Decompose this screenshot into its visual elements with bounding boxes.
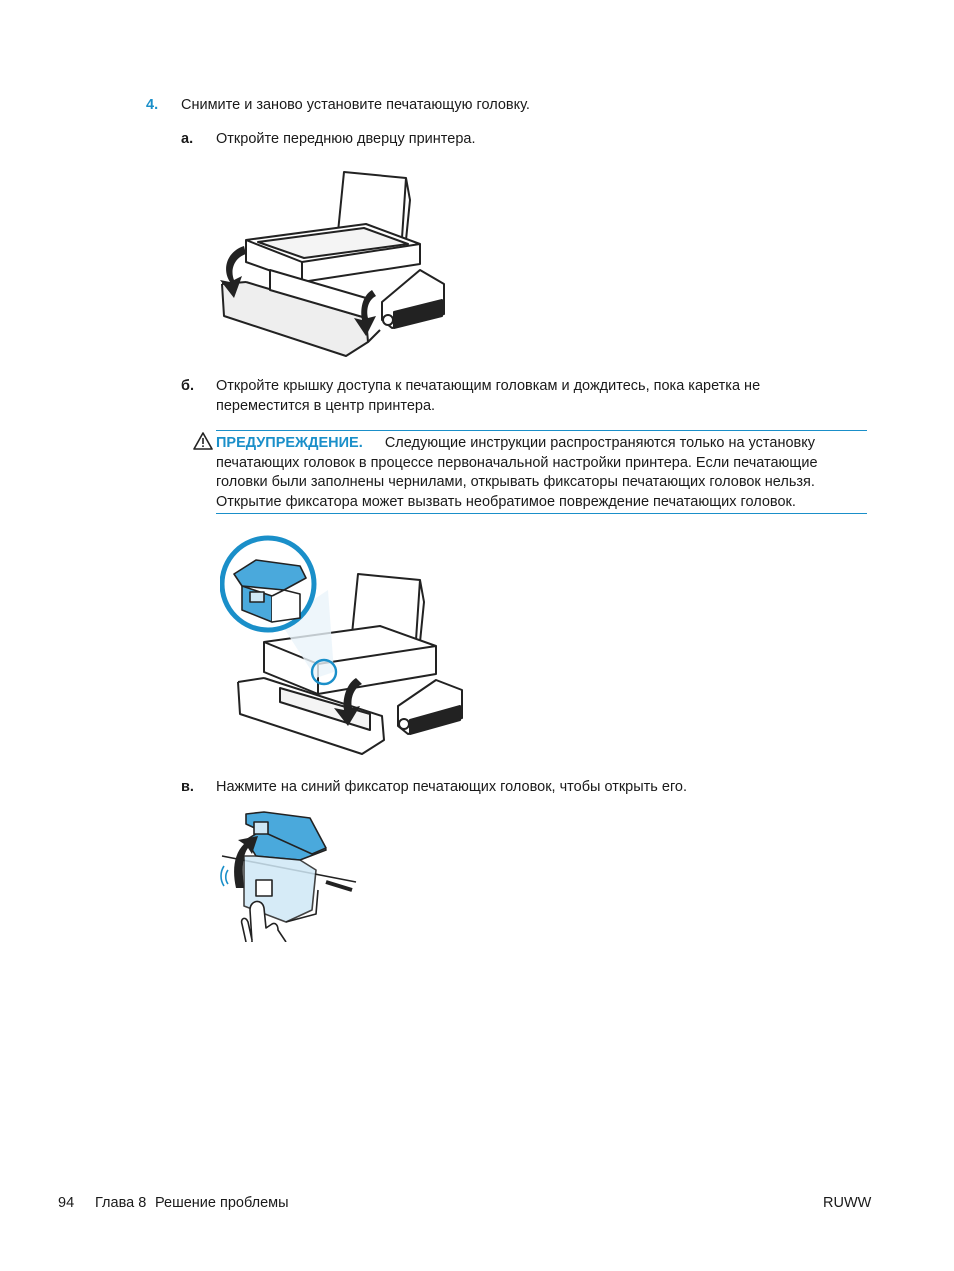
substep-letter-b: б.	[181, 378, 194, 394]
footer-chapter: Глава 8	[95, 1195, 147, 1211]
warning-label: ПРЕДУПРЕЖДЕНИЕ.	[216, 435, 363, 451]
substep-text-b-line2: переместится в центр принтера.	[216, 398, 436, 414]
warning-box	[216, 430, 867, 514]
substep-text-a: Откройте переднюю дверцу принтера.	[216, 131, 476, 147]
warning-triangle-icon	[193, 432, 213, 450]
step-text: Снимите и заново установите печатающую головку.	[181, 97, 530, 113]
footer-locale-code: RUWW	[823, 1195, 872, 1211]
substep-letter-c: в.	[181, 779, 194, 795]
warning-line-1	[216, 434, 867, 454]
printhead-access-illustration	[220, 530, 466, 760]
step-number: 4.	[146, 97, 159, 113]
warning-line-3: головки были заполнены чернилами, открывать фиксаторы печатающих головок нельзя.	[216, 474, 815, 490]
footer-section: Решение проблемы	[155, 1195, 289, 1211]
substep-text-c: Нажмите на синий фиксатор печатающих головок, чтобы открыть его.	[216, 779, 688, 795]
printer-door-illustration	[216, 166, 452, 360]
latch-press-illustration	[216, 810, 358, 942]
substep-text-b-line1: Откройте крышку доступа к печатающим головкам и дождитесь, пока каретка не	[216, 378, 761, 394]
footer-page-number: 94	[58, 1195, 75, 1211]
warning-text-1: Следующие инструкции распространяются только на установку	[384, 435, 815, 451]
warning-line-2: печатающих головок в процессе первоначальной настройки принтера. Если печатающие	[216, 454, 818, 471]
substep-letter-a: а.	[181, 131, 194, 147]
warning-line-4: Открытие фиксатора может вызвать необратимое повреждение печатающих головок.	[216, 493, 796, 510]
